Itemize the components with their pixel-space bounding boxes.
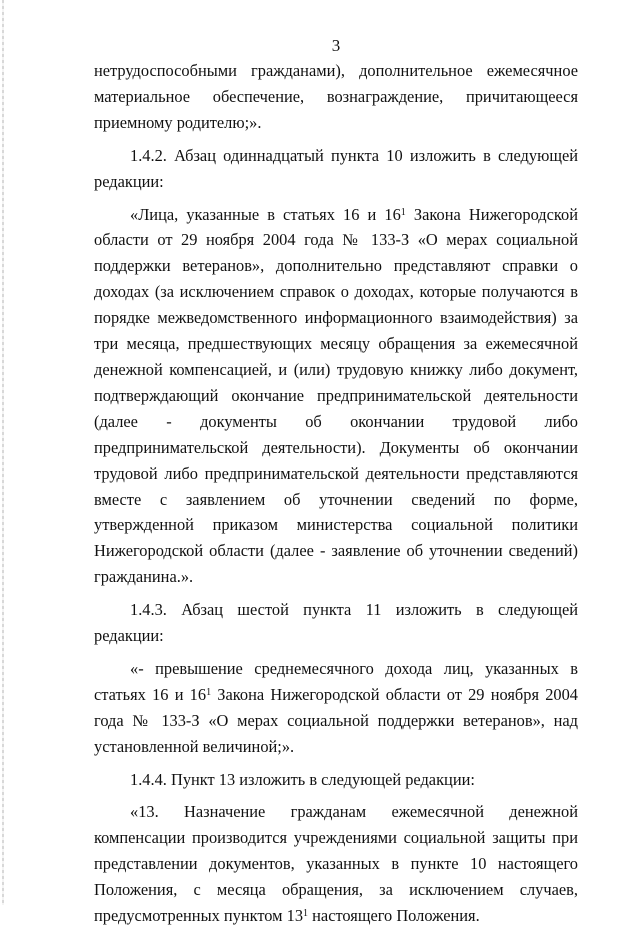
paragraph-quoted-text-3: [94, 799, 578, 929]
paragraph-amendment-1-4-4: [94, 767, 578, 793]
paragraph-amendment-1-4-2: [94, 143, 578, 195]
document-body: [94, 58, 578, 929]
paragraph-amendment-1-4-3: [94, 597, 578, 649]
page-number: 3: [331, 36, 341, 55]
paragraph-quoted-text-2: [94, 656, 578, 760]
paragraph-continuation: [94, 58, 578, 136]
paragraph-text-part: настоящего Положения.: [308, 906, 480, 926]
paragraph-text: 1.4.3. Абзац шестой пункта 11 изложить в следующей редакции:: [94, 600, 578, 646]
paragraph-text: 1.4.4. Пункт 13 изложить в следующей редакции:: [130, 769, 475, 789]
paragraph-text-part: Закона Нижегородской области от 29 ноября 2004 года № 133-З «О мерах социальной поддержки ветеранов», дополнительно представляют справки о доходах (за исключением справок о доходах, которые получаются в порядке межведомственного информационного взаимодействия) за три месяца, предшествующих месяцу обращения за ежемесячной денежной компенсацией, и (или) трудовую книжку либо документ, подтверждающий окончание предпринимательской деятельности (далее - документы об окончании трудовой либо предпринимательской деятельности). Документы об окончании трудовой либо предпринимательской деятельности представляются вместе с заявлением об уточнении сведений по форме, утвержденной приказом министерства социальной политики Нижегородской области (далее - заявление об уточнении сведений) гражданина.».: [94, 204, 579, 587]
paragraph-quoted-text-1: [94, 202, 578, 591]
paragraph-text: нетрудоспособными гражданами), дополнительное ежемесячное материальное обеспечение, вознаграждение, причитающееся приемному родителю;».: [94, 61, 578, 132]
superscript-index: 1: [303, 908, 309, 920]
superscript-index: 1: [206, 686, 212, 698]
superscript-index: 1: [400, 206, 406, 218]
paragraph-text-part: Закона Нижегородской области от 29 ноября 2004 года № 133-З «О мерах социальной поддержки ветеранов», над установленной величиной;».: [94, 684, 578, 756]
scan-edge-artifact: [2, 0, 4, 905]
paragraph-text-part: «Лица, указанные в статьях 16 и 16: [130, 204, 401, 224]
paragraph-text-part: «- превышение среднемесячного дохода лиц, указанных в статьях 16 и 16: [94, 658, 578, 704]
paragraph-text-part: «13. Назначение гражданам ежемесячной денежной компенсации производится учреждениями социальной защиты при представлении документов, указанных в пункте 10 настоящего Положения, с месяца обращения, за исключением случаев, предусмотренных пунктом 13: [94, 802, 578, 926]
paragraph-text: 1.4.2. Абзац одиннадцатый пункта 10 изложить в следующей редакции:: [94, 145, 578, 191]
